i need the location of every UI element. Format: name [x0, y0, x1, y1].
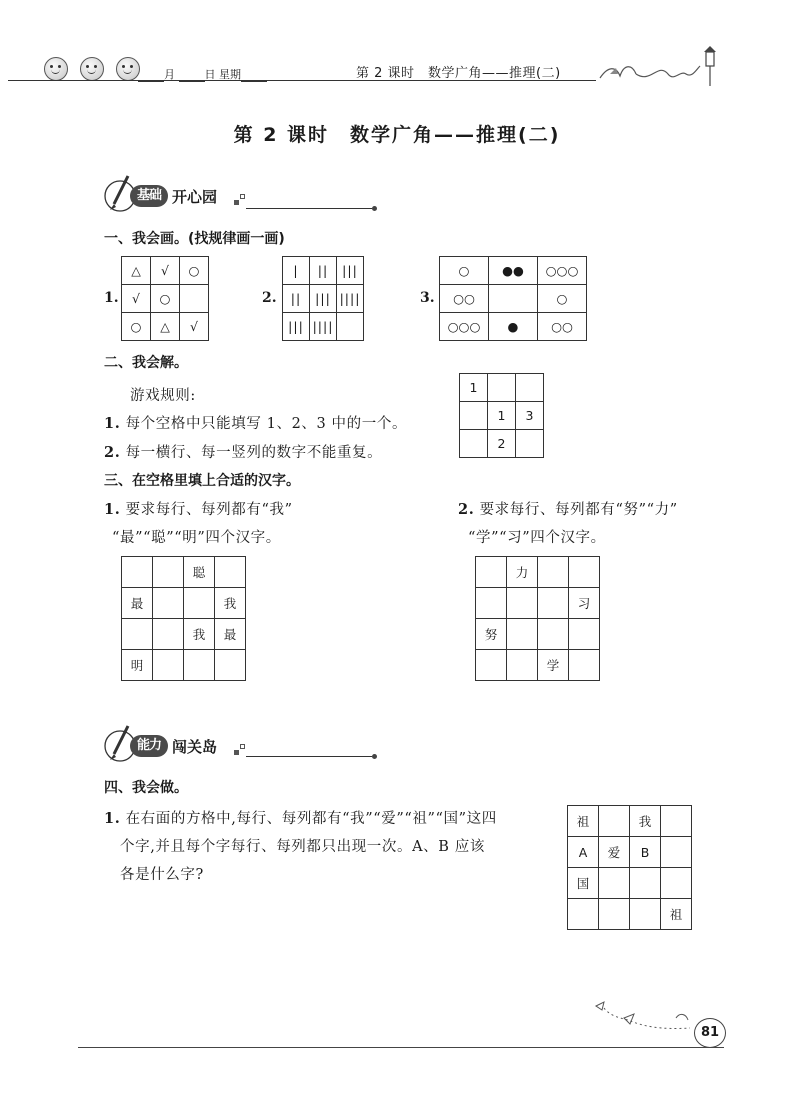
- grid-cell-blank[interactable]: [630, 868, 661, 899]
- grid-cell-blank[interactable]: [516, 430, 544, 458]
- grid-cell-blank[interactable]: [507, 619, 538, 650]
- q4-problem-1-line-3: 各是什么字?: [120, 867, 204, 883]
- grid-cell-blank[interactable]: [569, 619, 600, 650]
- grid-cell-blank[interactable]: [215, 650, 246, 681]
- table-row: [440, 285, 587, 313]
- grid-cell: ||||: [337, 285, 364, 313]
- grid-cell: √: [180, 313, 209, 341]
- pattern-grid-shapes: [121, 256, 209, 341]
- hanzi-grid-2: [475, 556, 600, 681]
- table-row: [568, 868, 692, 899]
- table-row: [460, 430, 544, 458]
- q1-label-1: 1.: [104, 290, 119, 306]
- q2-rule-title: 游戏规则:: [130, 388, 196, 404]
- grid-cell-blank[interactable]: [153, 588, 184, 619]
- grid-cell: △: [122, 257, 151, 285]
- q3-problem-1-number: 1.: [104, 501, 121, 518]
- grid-cell: 力: [507, 557, 538, 588]
- grid-cell: |||: [283, 313, 310, 341]
- grid-cell: 最: [215, 619, 246, 650]
- grid-cell-blank[interactable]: [460, 402, 488, 430]
- grid-cell: 聪: [184, 557, 215, 588]
- q1-label-3: 3.: [420, 290, 435, 306]
- grid-cell: 我: [184, 619, 215, 650]
- grid-cell-blank[interactable]: [661, 806, 692, 837]
- grid-cell-blank[interactable]: [538, 557, 569, 588]
- page-title: 第 2 课时 数学广角——推理(二): [233, 124, 561, 146]
- table-row: [476, 557, 600, 588]
- table-row: [122, 650, 246, 681]
- grid-cell: 明: [122, 650, 153, 681]
- table-row: [122, 313, 209, 341]
- grid-cell: ○: [538, 285, 587, 313]
- grid-cell: 我: [630, 806, 661, 837]
- grid-cell: 3: [516, 402, 544, 430]
- grid-cell-blank[interactable]: [599, 899, 630, 930]
- q4-problem-1-text: 在右面的方格中,每行、每列都有“我”“爱”“祖”“国”这四: [125, 811, 497, 827]
- grid-cell-blank[interactable]: [489, 285, 538, 313]
- banner-square-icon: [234, 750, 239, 755]
- sudoku-grid: [459, 373, 544, 458]
- grid-cell-blank[interactable]: [568, 899, 599, 930]
- banner-rule: [246, 756, 372, 757]
- q2-rule-2-number: 2.: [104, 444, 121, 461]
- section-pill-basic: 基础: [130, 185, 168, 207]
- banner-square-icon: [234, 200, 239, 205]
- q4-problem-1-line-1: [104, 807, 497, 828]
- grid-cell-blank[interactable]: [476, 650, 507, 681]
- grid-cell: ○: [122, 313, 151, 341]
- grid-cell: ||: [283, 285, 310, 313]
- table-row: [283, 257, 364, 285]
- table-row: [122, 557, 246, 588]
- table-row: [122, 285, 209, 313]
- grid-cell: 学: [538, 650, 569, 681]
- month-label: 月: [164, 68, 175, 81]
- table-row: [122, 588, 246, 619]
- pattern-grid-dots: [439, 256, 587, 341]
- q2-rule-1: [104, 412, 407, 433]
- q3-problem-2-line-2: “学”“习”四个汉字。: [468, 530, 606, 546]
- banner-square-icon: [240, 744, 245, 749]
- section-title-ability: 闯关岛: [172, 738, 218, 756]
- grid-cell: ○○○: [538, 257, 587, 285]
- q3-problem-1-line-2: “最”“聪”“明”四个汉字。: [112, 530, 281, 546]
- q2-rule-2: [104, 441, 382, 462]
- grid-cell-blank[interactable]: [538, 619, 569, 650]
- butterfly-vine-decoration-icon: [596, 44, 726, 88]
- table-row: [283, 285, 364, 313]
- grid-cell: 习: [569, 588, 600, 619]
- q3-problem-2-text: 要求每行、每列都有“努”“力”: [479, 502, 678, 518]
- q3-problem-2-number: 2.: [458, 501, 475, 518]
- grid-cell-blank[interactable]: [599, 806, 630, 837]
- page-number: 81: [694, 1018, 726, 1048]
- grid-cell-blank[interactable]: [153, 650, 184, 681]
- grid-cell-blank[interactable]: [153, 619, 184, 650]
- section-pill-ability: 能力: [130, 735, 168, 757]
- section-banner-ability: [100, 732, 380, 762]
- q3-heading: 三、在空格里填上合适的汉字。: [104, 473, 300, 489]
- grid-cell: ○: [151, 285, 180, 313]
- grid-cell-blank[interactable]: [153, 557, 184, 588]
- q4-heading: 四、我会做。: [104, 780, 188, 796]
- q2-rule-1-text: 每个空格中只能填写 1、2、3 中的一个。: [125, 416, 408, 432]
- grid-cell-blank[interactable]: [630, 899, 661, 930]
- table-row: [460, 402, 544, 430]
- smiley-face-icon-3: [116, 57, 140, 81]
- table-row: [440, 313, 587, 341]
- header-lesson-title: 第 2 课时 数学广角——推理(二): [356, 66, 561, 81]
- table-row: [568, 837, 692, 868]
- grid-cell-blank[interactable]: [661, 868, 692, 899]
- grid-cell-blank[interactable]: [661, 837, 692, 868]
- grid-cell: 爱: [599, 837, 630, 868]
- grid-cell: ○○○: [440, 313, 489, 341]
- grid-cell-blank[interactable]: [569, 650, 600, 681]
- table-row: [568, 899, 692, 930]
- grid-cell: B: [630, 837, 661, 868]
- grid-cell: ||||: [310, 313, 337, 341]
- grid-cell: 祖: [568, 806, 599, 837]
- grid-cell-blank[interactable]: [184, 650, 215, 681]
- grid-cell-blank[interactable]: [599, 868, 630, 899]
- grid-cell-blank[interactable]: [507, 650, 538, 681]
- grid-cell: ●: [489, 313, 538, 341]
- grid-cell: 我: [215, 588, 246, 619]
- q1-heading: 一、我会画。(找规律画一画): [104, 231, 285, 247]
- table-row: [283, 313, 364, 341]
- hanzi-grid-1: [121, 556, 246, 681]
- grid-cell: 祖: [661, 899, 692, 930]
- q3-problem-1-text: 要求每行、每列都有“我”: [125, 502, 293, 518]
- grid-cell-blank[interactable]: [180, 285, 209, 313]
- day-label: 日: [204, 68, 216, 81]
- q2-rule-1-number: 1.: [104, 415, 121, 432]
- grid-cell-blank[interactable]: [569, 557, 600, 588]
- grid-cell: √: [122, 285, 151, 313]
- q2-heading: 二、我会解。: [104, 355, 188, 371]
- q4-problem-1-line-2: 个字,并且每个字每行、每列都只出现一次。A、B 应该: [120, 839, 485, 855]
- footer-rule: [78, 1047, 724, 1048]
- grid-cell: |||: [337, 257, 364, 285]
- grid-cell-blank[interactable]: [215, 557, 246, 588]
- table-row: [460, 374, 544, 402]
- grid-cell-blank[interactable]: [476, 557, 507, 588]
- grid-cell: 国: [568, 868, 599, 899]
- grid-cell: △: [151, 313, 180, 341]
- q4-problem-1-number: 1.: [104, 810, 121, 827]
- q1-label-2: 2.: [262, 290, 277, 306]
- grid-cell-blank[interactable]: [476, 588, 507, 619]
- table-row: [122, 619, 246, 650]
- q2-rule-2-text: 每一横行、每一竖列的数字不能重复。: [125, 445, 383, 461]
- banner-rule: [246, 208, 372, 209]
- grid-cell-blank[interactable]: [538, 588, 569, 619]
- table-row: [568, 806, 692, 837]
- table-row: [476, 650, 600, 681]
- q3-problem-2-line-1: [458, 498, 678, 519]
- grid-cell: ○○: [440, 285, 489, 313]
- grid-cell: 1: [488, 402, 516, 430]
- grid-cell: ○: [180, 257, 209, 285]
- table-row: [476, 619, 600, 650]
- grid-cell: ○: [440, 257, 489, 285]
- grid-cell: 1: [460, 374, 488, 402]
- grid-cell: ||: [310, 257, 337, 285]
- grid-cell-blank[interactable]: [122, 557, 153, 588]
- banner-square-icon: [240, 194, 245, 199]
- grid-cell: |||: [310, 285, 337, 313]
- banner-dot: [372, 206, 377, 211]
- grid-cell: √: [151, 257, 180, 285]
- smiley-face-icon-2: [80, 57, 104, 81]
- table-row: [476, 588, 600, 619]
- grid-cell-blank[interactable]: [337, 313, 364, 341]
- header-rule: [8, 80, 596, 81]
- section-banner-basic: [100, 182, 380, 212]
- pattern-grid-strokes: [282, 256, 364, 341]
- smiley-face-icon-1: [44, 57, 68, 81]
- week-label: 星期: [219, 68, 241, 81]
- grid-cell-blank[interactable]: [184, 588, 215, 619]
- grid-cell-blank[interactable]: [516, 374, 544, 402]
- grid-cell: ●●: [489, 257, 538, 285]
- table-row: [440, 257, 587, 285]
- grid-cell: 最: [122, 588, 153, 619]
- banner-dot: [372, 754, 377, 759]
- q3-problem-1-line-1: [104, 498, 293, 519]
- grid-cell: A: [568, 837, 599, 868]
- grid-cell: ○○: [538, 313, 587, 341]
- hanzi-grid-3: [567, 805, 692, 930]
- butterfly-trail-decoration-icon: [590, 996, 694, 1036]
- grid-cell-blank[interactable]: [488, 374, 516, 402]
- grid-cell: |: [283, 257, 310, 285]
- grid-cell-blank[interactable]: [507, 588, 538, 619]
- grid-cell-blank[interactable]: [460, 430, 488, 458]
- grid-cell: 努: [476, 619, 507, 650]
- grid-cell-blank[interactable]: [122, 619, 153, 650]
- grid-cell: 2: [488, 430, 516, 458]
- table-row: [122, 257, 209, 285]
- section-title-basic: 开心园: [172, 188, 218, 206]
